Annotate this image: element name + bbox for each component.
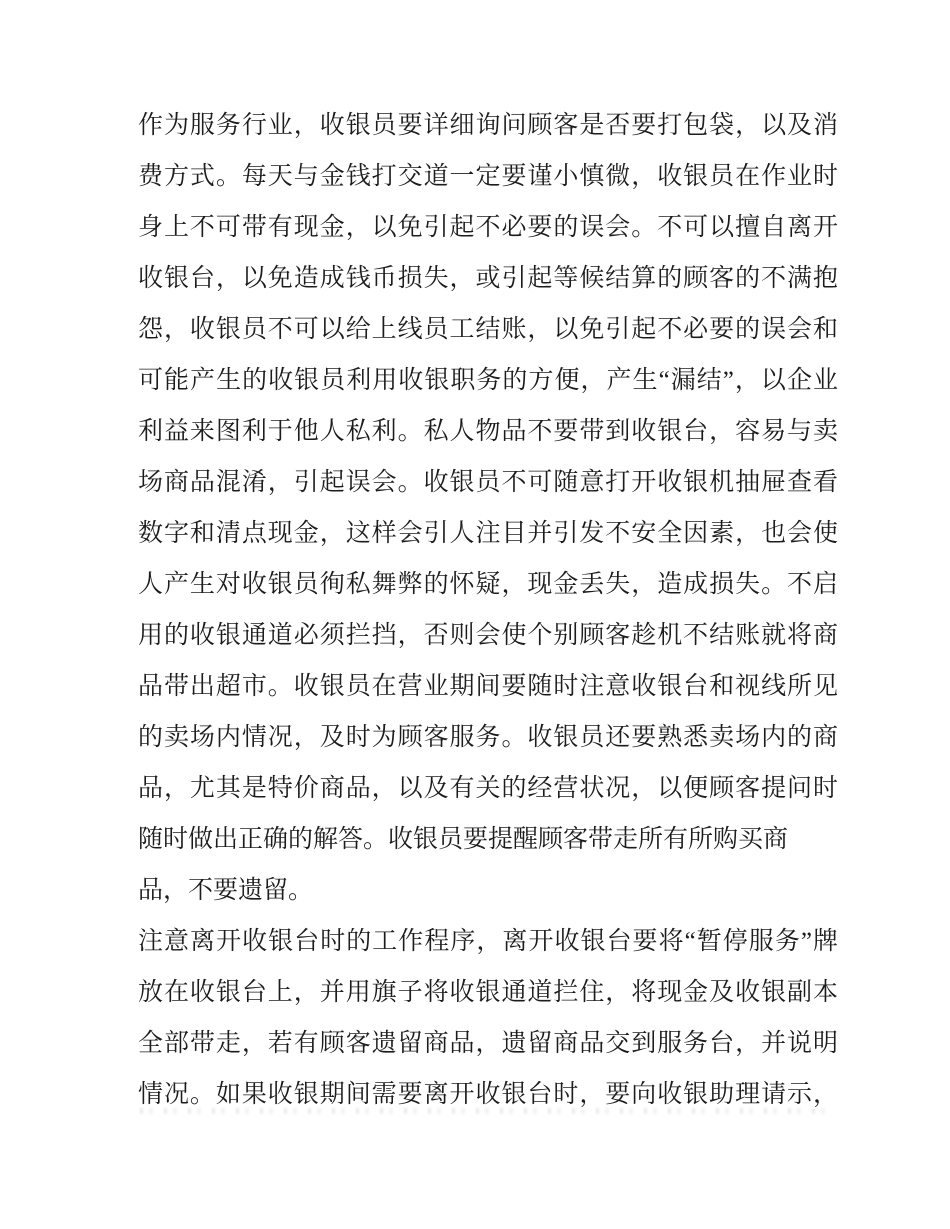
- text-line: 的卖场内情况，及时为顾客服务。收银员还要熟悉卖场内的商: [138, 724, 838, 751]
- text-line: 怨，收银员不可以给上线员工结账，以免引起不必要的误会和: [138, 316, 838, 343]
- text-line: 品带出超市。收银员在营业期间要随时注意收银台和视线所见: [138, 673, 838, 700]
- text-line: 注意离开收银台时的工作程序，离开收银台要将“暂停服务”牌: [138, 928, 838, 955]
- paragraph-2: [138, 916, 838, 1120]
- text-line: 利益来图利于他人私利。私人物品不要带到收银台，容易与卖: [138, 418, 838, 445]
- text-line: 作为服务行业，收银员要详细询问顾客是否要打包袋，以及消: [138, 112, 838, 139]
- text-line: 人产生对收银员徇私舞弊的怀疑，现金丢失，造成损失。不启: [138, 571, 838, 598]
- text-line: 可能产生的收银员利用收银职务的方便，产生“漏结”，以企业: [138, 367, 838, 394]
- text-line: 身上不可带有现金，以免引起不必要的误会。不可以擅自离开: [138, 214, 838, 241]
- paragraph-1: [138, 100, 838, 916]
- text-line: 全部带走，若有顾客遗留商品，遗留商品交到服务台，并说明: [138, 1030, 838, 1057]
- text-line: 费方式。每天与金钱打交道一定要谨小慎微，收银员在作业时: [138, 163, 838, 190]
- text-line: 情况。如果收银期间需要离开收银台时，要向收银助理请示，: [138, 1081, 838, 1108]
- text-line: 收银台，以免造成钱币损失，或引起等候结算的顾客的不满抱: [138, 265, 838, 292]
- text-line: 场商品混淆，引起误会。收银员不可随意打开收银机抽屉查看: [138, 469, 838, 496]
- text-line: 放在收银台上，并用旗子将收银通道拦住，将现金及收银副本: [138, 979, 838, 1006]
- text-line: 数字和清点现金，这样会引人注目并引发不安全因素，也会使: [138, 520, 838, 547]
- text-line: 用的收银通道必须拦挡，否则会使个别顾客趁机不结账就将商: [138, 622, 838, 649]
- cutoff-next-line-artifact: [140, 1108, 835, 1114]
- document-body-text: [138, 100, 838, 1120]
- text-line: 品，不要遗留。: [138, 877, 314, 904]
- text-line: 品，尤其是特价商品，以及有关的经营状况，以便顾客提问时: [138, 775, 838, 802]
- text-line: 随时做出正确的解答。收银员要提醒顾客带走所有所购买商: [138, 826, 789, 853]
